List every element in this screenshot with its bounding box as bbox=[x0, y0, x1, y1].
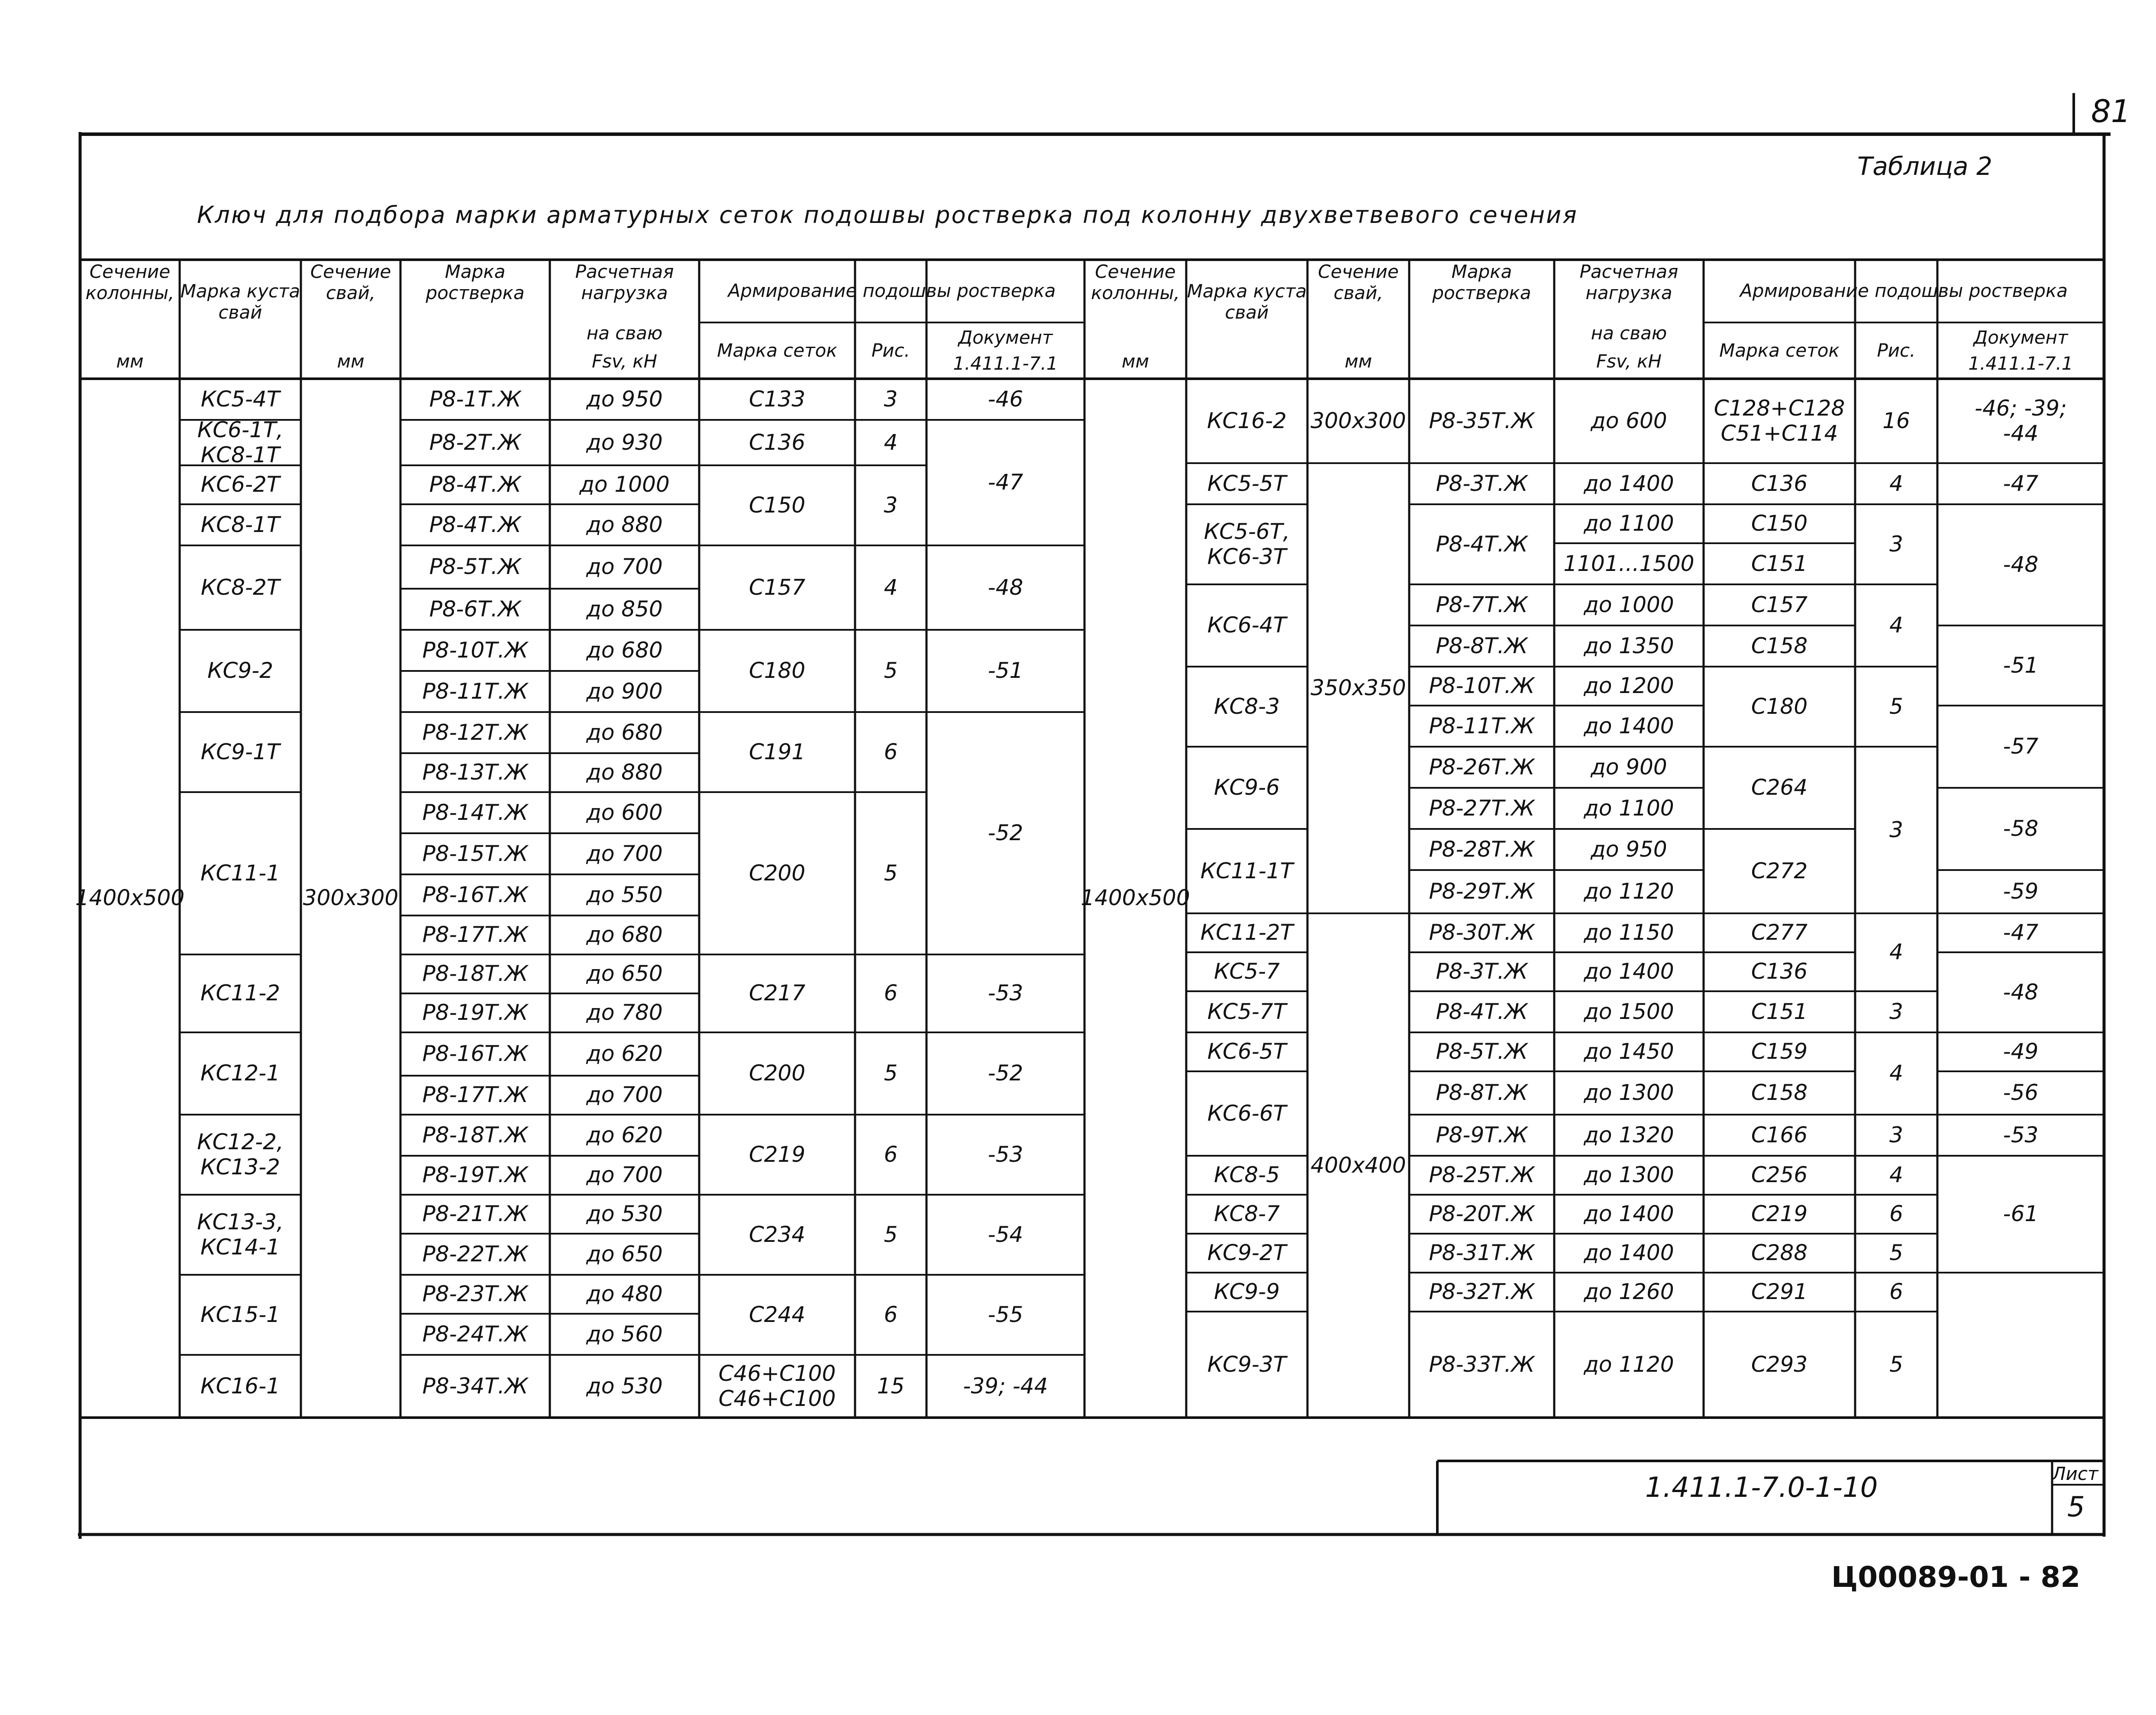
right-bush-cell: КС9-3Т bbox=[1207, 1351, 1287, 1377]
right-figure-cell: 3 bbox=[1889, 531, 1903, 557]
left-grillage-cell: Р8-17Т.Ж bbox=[422, 922, 528, 948]
right-load-cell: до 1100 bbox=[1584, 511, 1674, 536]
left-grillage-cell: Р8-16Т.Ж bbox=[422, 882, 528, 907]
left-header-column-section: Сечение колонны, bbox=[85, 261, 174, 303]
right-bush-cell: КС11-2Т bbox=[1200, 920, 1294, 945]
right-load-cell: до 1200 bbox=[1584, 673, 1674, 699]
left-mesh-cell: С217 bbox=[749, 980, 806, 1006]
right-bush-cell: КС5-6Т, КС6-3Т bbox=[1204, 519, 1290, 569]
right-grillage-cell: Р8-30Т.Ж bbox=[1429, 920, 1535, 945]
left-load-cell: до 700 bbox=[586, 554, 663, 580]
right-figure-cell: 5 bbox=[1889, 1351, 1903, 1377]
right-load-cell: до 1320 bbox=[1584, 1122, 1674, 1148]
right-grillage-cell: Р8-32Т.Ж bbox=[1429, 1279, 1535, 1305]
left-mesh-cell: С244 bbox=[749, 1302, 806, 1327]
right-figure-cell: 4 bbox=[1889, 939, 1903, 965]
left-mesh-cell: С46+С100 С46+С100 bbox=[718, 1361, 836, 1411]
right-bush-cell: КС9-9 bbox=[1214, 1279, 1280, 1305]
right-mesh-cell: С150 bbox=[1751, 511, 1808, 536]
left-grillage-cell: Р8-4Т.Ж bbox=[429, 472, 521, 497]
left-grillage-cell: Р8-11Т.Ж bbox=[422, 678, 528, 704]
right-bush-cell: КС16-2 bbox=[1207, 408, 1287, 433]
right-document-cell: -47 bbox=[2003, 471, 2039, 496]
left-grillage-cell: Р8-4Т.Ж bbox=[429, 512, 521, 537]
table-title: Ключ для подбора марки арматурных сеток подошвы ростверка под колонну двухветвевого сечения bbox=[197, 201, 1578, 229]
left-load-cell: до 700 bbox=[586, 1082, 663, 1108]
right-bush-cell: КС5-5Т bbox=[1207, 471, 1287, 496]
right-load-cell: до 1450 bbox=[1584, 1039, 1674, 1064]
right-header-load-per-pile: на сваю bbox=[1591, 322, 1667, 344]
right-bush-cell: КС5-7Т bbox=[1207, 999, 1287, 1024]
right-grillage-cell: Р8-26Т.Ж bbox=[1429, 754, 1535, 780]
left-mesh-cell: С157 bbox=[749, 574, 806, 600]
right-load-cell: до 1400 bbox=[1584, 713, 1674, 738]
right-document-cell: -59 bbox=[2003, 879, 2039, 904]
left-bush-cell: КС12-2, КС13-2 bbox=[197, 1129, 284, 1180]
right-bush-cell: КС6-4Т bbox=[1207, 612, 1287, 638]
left-load-cell: до 650 bbox=[586, 961, 663, 986]
left-grillage-cell: Р8-23Т.Ж bbox=[422, 1281, 528, 1307]
left-load-cell: до 650 bbox=[586, 1241, 663, 1267]
right-mesh-cell: С151 bbox=[1751, 999, 1808, 1024]
right-mesh-cell: С158 bbox=[1751, 1080, 1808, 1106]
left-header-load-unit: Fsv, кН bbox=[591, 350, 658, 372]
stamp-sheet-label: Лист bbox=[2052, 1463, 2098, 1484]
right-load-cell: до 1400 bbox=[1584, 1240, 1674, 1266]
left-bush-cell: КС16-1 bbox=[200, 1373, 280, 1399]
right-mesh-cell: С264 bbox=[1751, 775, 1808, 800]
left-load-cell: до 620 bbox=[586, 1122, 663, 1148]
left-bush-cell: КС5-4Т bbox=[200, 386, 280, 412]
right-grillage-cell: Р8-7Т.Ж bbox=[1436, 592, 1528, 617]
left-figure-cell: 6 bbox=[884, 1302, 898, 1327]
right-figure-cell: 4 bbox=[1889, 1162, 1903, 1188]
right-header-column-unit: мм bbox=[1121, 350, 1149, 372]
right-grillage-cell: Р8-4Т.Ж bbox=[1436, 999, 1528, 1024]
right-load-cell: до 1000 bbox=[1584, 592, 1674, 617]
left-grillage-cell: Р8-13Т.Ж bbox=[422, 760, 528, 785]
left-load-cell: до 700 bbox=[586, 1162, 663, 1188]
left-load-cell: до 680 bbox=[586, 637, 663, 663]
left-bush-cell: КС9-2 bbox=[207, 658, 274, 683]
left-header-pile-section: Сечение свай, bbox=[310, 261, 391, 303]
right-mesh-cell: С136 bbox=[1751, 959, 1808, 984]
right-mesh-cell: С166 bbox=[1751, 1122, 1808, 1148]
left-bush-cell: КС11-1 bbox=[200, 860, 280, 886]
left-figure-cell: 5 bbox=[884, 1061, 898, 1086]
left-load-cell: до 780 bbox=[586, 1000, 663, 1025]
right-bush-cell: КС8-3 bbox=[1214, 693, 1280, 719]
right-grillage-cell: Р8-8Т.Ж bbox=[1436, 1080, 1528, 1106]
right-header-load-unit: Fsv, кН bbox=[1596, 350, 1662, 372]
left-bush-cell: КС15-1 bbox=[200, 1302, 280, 1327]
left-mesh-cell: С219 bbox=[749, 1141, 806, 1167]
right-mesh-cell: С272 bbox=[1751, 858, 1808, 883]
left-document-cell: -53 bbox=[988, 980, 1023, 1006]
right-header-reinforcement: Армирование подошвы ростверка bbox=[1740, 280, 2068, 302]
left-figure-cell: 5 bbox=[884, 658, 898, 683]
left-grillage-cell: Р8-10Т.Ж bbox=[422, 637, 528, 663]
right-document-cell: -46; -39; -44 bbox=[1975, 396, 2067, 446]
left-grillage-cell: Р8-22Т.Ж bbox=[422, 1241, 528, 1267]
right-grillage-cell: Р8-4Т.Ж bbox=[1436, 531, 1528, 557]
left-figure-cell: 6 bbox=[884, 1141, 898, 1167]
right-load-cell: до 950 bbox=[1591, 836, 1667, 862]
right-bush-cell: КС6-6Т bbox=[1207, 1100, 1287, 1126]
right-figure-cell: 6 bbox=[1889, 1279, 1903, 1305]
right-load-cell: до 1120 bbox=[1584, 1351, 1674, 1377]
right-figure-cell: 16 bbox=[1882, 408, 1910, 433]
right-grillage-cell: Р8-3Т.Ж bbox=[1436, 959, 1528, 984]
left-document-cell: -46 bbox=[988, 386, 1023, 412]
left-figure-cell: 6 bbox=[884, 739, 898, 764]
left-header-mesh: Марка сеток bbox=[717, 339, 837, 361]
right-load-cell: до 1400 bbox=[1584, 471, 1674, 496]
right-grillage-cell: Р8-9Т.Ж bbox=[1436, 1122, 1528, 1148]
left-mesh-cell: С191 bbox=[749, 739, 806, 764]
archive-number: Ц00089-01 - 82 bbox=[1831, 1560, 2081, 1594]
right-mesh-cell: С291 bbox=[1751, 1279, 1808, 1305]
right-mesh-cell: С180 bbox=[1751, 693, 1808, 719]
left-grillage-cell: Р8-14Т.Ж bbox=[422, 799, 528, 825]
stamp-code: 1.411.1-7.0-1-10 bbox=[1645, 1472, 1878, 1504]
left-figure-cell: 4 bbox=[884, 574, 898, 600]
left-load-cell: до 530 bbox=[586, 1373, 663, 1399]
left-document-cell: -52 bbox=[988, 1061, 1023, 1086]
right-grillage-cell: Р8-33Т.Ж bbox=[1429, 1351, 1535, 1377]
right-load-cell: до 1100 bbox=[1584, 795, 1674, 821]
left-load-cell: до 600 bbox=[586, 799, 663, 825]
right-load-cell: до 1300 bbox=[1584, 1162, 1674, 1188]
right-header-bush: Марка куста свай bbox=[1187, 280, 1307, 323]
left-grillage-cell: Р8-21Т.Ж bbox=[422, 1201, 528, 1227]
left-load-cell: до 480 bbox=[586, 1281, 663, 1307]
right-mesh-cell: С136 bbox=[1751, 471, 1808, 496]
right-load-cell: до 1300 bbox=[1584, 1080, 1674, 1106]
right-document-cell: -58 bbox=[2003, 816, 2039, 841]
left-bush-cell: КС13-3, КС14-1 bbox=[197, 1209, 284, 1260]
left-mesh-cell: С150 bbox=[749, 492, 806, 518]
left-figure-cell: 3 bbox=[884, 386, 898, 412]
left-load-cell: до 880 bbox=[586, 512, 663, 537]
right-bush-cell: КС6-5Т bbox=[1207, 1039, 1287, 1064]
left-mesh-cell: С200 bbox=[749, 1061, 806, 1086]
table-tag: Таблица 2 bbox=[1857, 152, 1992, 181]
left-grillage-cell: Р8-24Т.Ж bbox=[422, 1321, 528, 1347]
right-figure-cell: 6 bbox=[1889, 1201, 1903, 1227]
stamp-sheet-number: 5 bbox=[2067, 1491, 2085, 1523]
left-load-cell: до 680 bbox=[586, 922, 663, 948]
right-header-pile-unit: мм bbox=[1344, 350, 1372, 372]
right-figure-cell: 4 bbox=[1889, 471, 1903, 496]
right-grillage-cell: Р8-25Т.Ж bbox=[1429, 1162, 1535, 1188]
right-pile-section-cell: 400x400 bbox=[1310, 1152, 1406, 1178]
right-load-cell: до 600 bbox=[1591, 408, 1667, 433]
left-mesh-cell: С200 bbox=[749, 860, 806, 886]
left-header-bush: Марка куста свай bbox=[180, 280, 300, 323]
left-document-cell: -54 bbox=[988, 1222, 1023, 1247]
left-load-cell: до 850 bbox=[586, 596, 663, 622]
left-bush-cell: КС12-1 bbox=[200, 1061, 280, 1086]
left-figure-cell: 5 bbox=[884, 860, 898, 886]
right-mesh-cell: С293 bbox=[1751, 1351, 1808, 1377]
left-load-cell: до 1000 bbox=[579, 472, 670, 497]
right-document-cell: -57 bbox=[2003, 734, 2039, 759]
left-load-cell: до 620 bbox=[586, 1041, 663, 1067]
right-grillage-cell: Р8-28Т.Ж bbox=[1429, 836, 1535, 862]
left-header-document-code: 1.411.1-7.1 bbox=[953, 352, 1058, 374]
right-grillage-cell: Р8-35Т.Ж bbox=[1429, 408, 1535, 433]
right-grillage-cell: Р8-5Т.Ж bbox=[1436, 1039, 1528, 1064]
right-figure-cell: 5 bbox=[1889, 1240, 1903, 1266]
right-mesh-cell: С158 bbox=[1751, 633, 1808, 658]
left-header-load: Расчетная нагрузка bbox=[575, 261, 674, 303]
right-bush-cell: КС8-5 bbox=[1214, 1162, 1280, 1188]
right-load-cell: до 1500 bbox=[1584, 999, 1674, 1024]
left-bush-cell: КС9-1Т bbox=[200, 739, 280, 764]
right-document-cell: -61 bbox=[2003, 1201, 2039, 1227]
left-grillage-cell: Р8-18Т.Ж bbox=[422, 961, 528, 986]
left-load-cell: до 680 bbox=[586, 719, 663, 745]
right-load-cell: до 1120 bbox=[1584, 879, 1674, 904]
left-grillage-cell: Р8-12Т.Ж bbox=[422, 719, 528, 745]
right-grillage-cell: Р8-10Т.Ж bbox=[1429, 673, 1535, 699]
right-load-cell: 1101...1500 bbox=[1563, 551, 1694, 576]
left-header-grillage: Марка ростверка bbox=[426, 261, 525, 303]
left-grillage-cell: Р8-17Т.Ж bbox=[422, 1082, 528, 1108]
right-header-load: Расчетная нагрузка bbox=[1579, 261, 1678, 303]
right-grillage-cell: Р8-3Т.Ж bbox=[1436, 471, 1528, 496]
left-header-figure: Рис. bbox=[871, 339, 910, 361]
left-load-cell: до 930 bbox=[586, 429, 663, 455]
right-figure-cell: 3 bbox=[1889, 817, 1903, 842]
right-figure-cell: 3 bbox=[1889, 999, 1903, 1024]
left-grillage-cell: Р8-6Т.Ж bbox=[429, 596, 521, 622]
right-grillage-cell: Р8-8Т.Ж bbox=[1436, 633, 1528, 658]
left-mesh-cell: С234 bbox=[749, 1222, 806, 1247]
left-load-cell: до 560 bbox=[586, 1321, 663, 1347]
right-document-cell: -47 bbox=[2003, 920, 2039, 945]
left-bush-cell: КС6-2Т bbox=[200, 472, 280, 497]
left-bush-cell: КС11-2 bbox=[200, 980, 280, 1006]
right-mesh-cell: С288 bbox=[1751, 1240, 1808, 1266]
left-document-cell: -53 bbox=[988, 1141, 1023, 1167]
right-figure-cell: 4 bbox=[1889, 1061, 1903, 1086]
right-figure-cell: 3 bbox=[1889, 1122, 1903, 1148]
left-column-section: 1400x500 bbox=[75, 885, 185, 911]
left-document-cell: -52 bbox=[988, 820, 1023, 846]
right-header-pile-section: Сечение свай, bbox=[1318, 261, 1399, 303]
sheet-corner-number: 81 bbox=[2091, 93, 2131, 129]
right-mesh-cell: С277 bbox=[1751, 920, 1808, 945]
left-load-cell: до 950 bbox=[586, 386, 663, 412]
right-grillage-cell: Р8-11Т.Ж bbox=[1429, 713, 1535, 738]
left-header-pile-unit: мм bbox=[337, 350, 365, 372]
left-header-reinforcement: Армирование подошвы ростверка bbox=[728, 280, 1056, 302]
left-figure-cell: 3 bbox=[884, 492, 898, 518]
left-bush-cell: КС6-1Т, КС8-1Т bbox=[197, 417, 284, 467]
right-load-cell: до 1260 bbox=[1584, 1279, 1674, 1305]
right-bush-cell: КС8-7 bbox=[1214, 1201, 1280, 1227]
left-grillage-cell: Р8-1Т.Ж bbox=[429, 386, 521, 412]
left-bush-cell: КС8-2Т bbox=[200, 574, 280, 600]
right-load-cell: до 1400 bbox=[1584, 1201, 1674, 1227]
left-grillage-cell: Р8-34Т.Ж bbox=[422, 1373, 528, 1399]
left-figure-cell: 4 bbox=[884, 429, 898, 455]
left-load-cell: до 900 bbox=[586, 678, 663, 704]
left-bush-cell: КС8-1Т bbox=[200, 512, 280, 537]
right-grillage-cell: Р8-31Т.Ж bbox=[1429, 1240, 1535, 1266]
right-header-figure: Рис. bbox=[1877, 339, 1916, 361]
left-grillage-cell: Р8-5Т.Ж bbox=[429, 554, 521, 580]
right-mesh-cell: С159 bbox=[1751, 1039, 1808, 1064]
right-document-cell: -48 bbox=[2003, 979, 2039, 1005]
left-header-load-per-pile: на сваю bbox=[586, 322, 663, 344]
left-figure-cell: 15 bbox=[877, 1373, 905, 1399]
left-grillage-cell: Р8-19Т.Ж bbox=[422, 1162, 528, 1188]
right-mesh-cell: С219 bbox=[1751, 1201, 1808, 1227]
right-load-cell: до 1150 bbox=[1584, 920, 1674, 945]
right-document-cell: -53 bbox=[2003, 1122, 2039, 1148]
left-header-column-unit: мм bbox=[116, 350, 144, 372]
right-pile-section-cell: 300x300 bbox=[1310, 408, 1406, 433]
right-load-cell: до 900 bbox=[1591, 754, 1667, 780]
right-figure-cell: 5 bbox=[1889, 693, 1903, 719]
left-header-document: Документ bbox=[958, 326, 1053, 348]
left-figure-cell: 5 bbox=[884, 1222, 898, 1247]
right-load-cell: до 1400 bbox=[1584, 959, 1674, 984]
right-load-cell: до 1350 bbox=[1584, 633, 1674, 658]
right-mesh-cell: С157 bbox=[1751, 592, 1808, 617]
right-pile-section-cell: 350x350 bbox=[1310, 675, 1406, 701]
right-header-column-section: Сечение колонны, bbox=[1091, 261, 1180, 303]
right-document-cell: -56 bbox=[2003, 1080, 2039, 1106]
left-grillage-cell: Р8-16Т.Ж bbox=[422, 1041, 528, 1067]
right-mesh-cell: С256 bbox=[1751, 1162, 1808, 1188]
left-load-cell: до 700 bbox=[586, 841, 663, 866]
left-grillage-cell: Р8-15Т.Ж bbox=[422, 841, 528, 866]
right-figure-cell: 4 bbox=[1889, 612, 1903, 638]
left-document-cell: -51 bbox=[988, 658, 1023, 683]
left-mesh-cell: С180 bbox=[749, 658, 806, 683]
right-header-document: Документ bbox=[1973, 326, 2068, 348]
right-bush-cell: КС5-7 bbox=[1214, 959, 1280, 984]
right-document-cell: -51 bbox=[2003, 652, 2039, 678]
right-column-section: 1400x500 bbox=[1081, 885, 1190, 911]
right-header-grillage: Марка ростверка bbox=[1432, 261, 1531, 303]
right-mesh-cell: С151 bbox=[1751, 551, 1808, 576]
left-document-cell: -47 bbox=[988, 470, 1023, 495]
right-grillage-cell: Р8-20Т.Ж bbox=[1429, 1201, 1535, 1227]
right-bush-cell: КС11-1Т bbox=[1200, 858, 1294, 883]
left-load-cell: до 880 bbox=[586, 760, 663, 785]
right-header-mesh: Марка сеток bbox=[1719, 339, 1840, 361]
right-bush-cell: КС9-6 bbox=[1214, 775, 1280, 800]
left-grillage-cell: Р8-19Т.Ж bbox=[422, 1000, 528, 1025]
right-mesh-cell: С128+С128 С51+С114 bbox=[1714, 396, 1845, 446]
right-grillage-cell: Р8-27Т.Ж bbox=[1429, 795, 1535, 821]
left-grillage-cell: Р8-2Т.Ж bbox=[429, 429, 521, 455]
left-figure-cell: 6 bbox=[884, 980, 898, 1006]
left-mesh-cell: С136 bbox=[749, 429, 806, 455]
left-grillage-cell: Р8-18Т.Ж bbox=[422, 1122, 528, 1148]
left-document-cell: -39; -44 bbox=[963, 1373, 1048, 1399]
left-mesh-cell: С133 bbox=[749, 386, 806, 412]
right-header-document-code: 1.411.1-7.1 bbox=[1968, 352, 2073, 374]
left-document-cell: -55 bbox=[988, 1302, 1023, 1327]
left-pile-section: 300x300 bbox=[303, 885, 399, 911]
left-load-cell: до 550 bbox=[586, 882, 663, 907]
right-document-cell: -48 bbox=[2003, 552, 2039, 577]
right-grillage-cell: Р8-29Т.Ж bbox=[1429, 879, 1535, 904]
right-document-cell: -49 bbox=[2003, 1039, 2039, 1064]
right-bush-cell: КС9-2Т bbox=[1207, 1240, 1287, 1266]
left-document-cell: -48 bbox=[988, 574, 1023, 600]
left-load-cell: до 530 bbox=[586, 1201, 663, 1227]
